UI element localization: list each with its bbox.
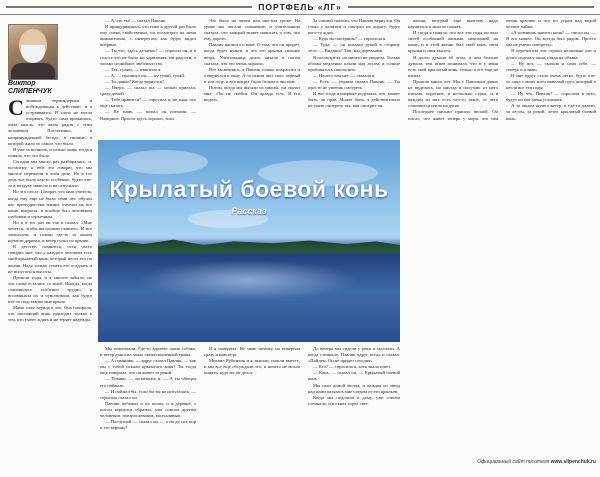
text-column-1 — [8, 98, 92, 462]
paragraph: Но и в тот раз он так и сказал: «Мне хочется, чтобы вы поняли главное». И все замолчали, и только где-то за окном шумели деревья, и ветер гулял по крыше. — [8, 219, 92, 244]
paragraph: А за окном шумел ветер, и где-то далеко, за лесом, за рекой, летел крылатый боевой конь. — [506, 103, 596, 121]
paragraph: — Так, гуляю, — ответила я. — [105, 66, 162, 72]
story-title: Крылатый боевой конь — [109, 176, 389, 202]
footer-credit — [430, 459, 596, 466]
paragraph: И тогда я поняла, что все эти годы он жил своей особенной жизнью, непохожей на нашу, и в этой жизни был свой конь, свои крылья и своя высота. — [408, 30, 498, 54]
paragraph: Все засмеялись, а Павлик только покраснел и отвернулся к окну. А за окном шел снег, первый в том году, и все вокруг было белым и чистым. — [204, 66, 300, 84]
paragraph: — Ничего там нет, — сказала я. — [313, 72, 376, 78]
paragraph: «А помнишь нашего коня? — писал он. — Я его нашел. Он всегда был рядом. Просто мы не умели смотреть». — [506, 30, 596, 48]
text-column-3-lower — [204, 346, 300, 464]
footer-label: Официальный сайт писателя — [477, 459, 550, 465]
paragraph: Павлик побывал и на полях, и в деревне, а потом вернулся обратно, уже совсем другим человеком, повзрослевшим, молчаливым. — [100, 400, 196, 419]
paragraph: Но это после. Говорят, что наш учитель, когда ему еще не было семи лет, обучал нас премудростям жизни, отвечал на все наши вопросы, и вообще был человеком глубоким и серьезным. — [8, 189, 92, 219]
paragraph: — Есть, — упрямо сказал Павлик. — Ты просто не умеешь смотреть. — [308, 78, 400, 91]
footer-site-link[interactable]: www.slipenchuk.ru — [550, 459, 596, 465]
paragraph: Прошли годы, и я многое забыла, но эти слова остались со мной. Иногда, когда становилось особенно трудно, я вспоминала их и чувствовала, как будто кто-то подставлял мне крыло. — [8, 274, 92, 305]
paragraph: — Кто? — спросила я, хотя знала ответ. — [313, 364, 392, 370]
text-column-2 — [100, 18, 196, 136]
section-header — [0, 0, 600, 15]
text-column-3 — [204, 18, 300, 136]
drop-cap: С — [8, 98, 24, 120]
paragraph: — Ты что, здесь делаешь? — спросил он, и в голосе его не было ни удивления, ни радости, а только спокойное любопытство. — [100, 48, 196, 66]
paragraph: — А, — протянул он, — ну гуляй, гуляй. — [105, 72, 185, 78]
story-genre: Рассказ — [231, 206, 267, 216]
paragraph: — Куда ты смотришь? — спросила я. — [313, 36, 387, 42]
paragraph: Последнее письмо пришло весной. Он писал, что живет теперь у моря, что там очень красиво и что по утрам над водой летают чайки. — [408, 18, 596, 121]
paragraph: Мы шли домой молча, и каждая из звезд над нами казалась мне следом от его крыльев. — [308, 382, 400, 394]
text-column-4 — [308, 18, 400, 136]
paragraph: Я долго думала об этом, и чем больше думала, тем яснее понимала, что и у меня есть свой крылатый конь, только я его еще не нашла. — [408, 54, 498, 78]
water-reflection — [138, 260, 358, 300]
paragraph: Прошло много лет. Мы с Павликом давно не виделись, но иногда я получаю от него письма, короткие, в несколько строк, и в каждом из них есть что-то такое, от чего становится тепло на душе. — [408, 78, 498, 109]
text-column-5 — [408, 18, 596, 456]
paragraph: — Ну вот, — сказала я сама себе, — теперь и я знаю. — [506, 60, 596, 72]
paragraph: И прищурившись, что тоже в другой раз было ему очень свойственно, он посмотрел на меня внимательно, с интересом, как будто видел впервые. — [100, 24, 196, 48]
paragraph: И мне вдруг стало очень легко, будто кто-то снял с моих плеч тяжелый груз, который я несла все эти годы. — [506, 72, 596, 91]
paragraph: — Послушай, — сказал он, — а ты до сих пор в это веришь? — [100, 419, 196, 431]
paragraph: Потом, когда мы вышли из школы, он сказал мне: «Ты не смейся. Он правда есть. Я его видел». — [204, 85, 300, 103]
author-photo — [8, 24, 58, 80]
paragraph: Михаил Рубинчик и я, вышли, пошли вместе, и мы все еще обсуждали это, и ничего не могли понять, куда же он делся. — [204, 358, 300, 376]
paragraph: Мы помолчали. Где-то вдалеке лаяла собака, и ветер доносил запах свежескошенной травы. — [100, 346, 196, 358]
paragraph: Я уже за полночь, и только лишь тогда я поняла, что это было. — [8, 146, 92, 158]
paragraph: Я посмотрела, но ничего не увидела. Только облака медленно плыли над лесом, и солнце пробивалось сквозь них. — [308, 54, 400, 72]
paragraph: — И поймал бы, если бы ты не испугалась, — серьезно сказал он. — [100, 388, 196, 400]
header-rule-right — [348, 6, 594, 8]
author-name: Виктор СЛИПЕНЧУК — [8, 80, 52, 95]
paragraph: — Не знаю, — пожал он плечами. — Наверное. Просто здесь хорошо, тихо. — [100, 109, 196, 121]
story-banner — [98, 140, 400, 342]
paragraph: — Вчера, — сказал он, — ночью приехал, сразу домой. — [100, 85, 196, 97]
paragraph: В детстве, помнится, отец часто говорил мне, что у каждого человека есть свой крылатый конь, который несет его по жизни. Надо только суметь его оседлать и не испугаться высоты. — [8, 244, 92, 274]
paragraph: Слишком термоядерная и побуждающая к действию, и я устраиваюсь. И глаза не могла оторвать, будто сама прожилась, пила мысль, что жила рядом с этим человеком. Постепенно, в непринужденной беседе, в тишине, в которой жило то самое, что было. — [8, 98, 92, 146]
paragraph: жизни, который ещё многому надо научиться и многое понять. — [408, 18, 498, 30]
paragraph: Когда мы подошли к дому, уже совсем стемнело, и в окнах горел свет. — [308, 394, 400, 406]
paragraph: И я поверила. Не знаю почему, но поверила сразу и навсегда. — [204, 346, 300, 358]
paragraph: Это было на пятом или шестом уроке. На уроке мы писали сочинение, и учительница сказала, что каждый может написать о том, что ему дорого. — [204, 18, 300, 42]
paragraph: До вечера мы сидели у реки и молчали. А когда стемнело, Павлик вдруг встал и сказал: «Пойдем. Он не придет сегодня». — [308, 346, 400, 364]
paragraph: Мама тоже верила в это. Она говорила, что настоящий конь приходит только к тем, кто умеет ждать и не теряет надежды. — [8, 305, 92, 323]
section-title: ПОРТФЕЛЬ «ЛГ» — [258, 2, 342, 12]
text-column-4-lower — [308, 346, 400, 464]
paragraph: — А помнишь, — вдруг сказал Павлик, — как мы с тобой искали крылатого коня? Ты тогда еще говорила, что он живет за рекой. — [100, 358, 196, 376]
paragraph: — Помню, — засмеялась я. — А ты обещал его поймать. — [100, 376, 196, 388]
paragraph: — Туда, — он показал рукой в сторону леса. — Видишь? Там, над деревьями. — [308, 42, 400, 54]
paragraph: — Ну что, Павлик? — спросила я тихо, будто он мог меня услышать. — [506, 91, 596, 103]
paragraph: И вот тогда я впервые подумала, что, может быть, он прав. Может быть, я действительно не умею смотреть так, как смотрит он. — [308, 91, 400, 109]
paragraph: — Тебе нравится? — спросила я, не зная, что еще сказать. — [100, 97, 196, 109]
paragraph: — А, это ты! — сказал Павлик. — [105, 18, 167, 23]
paragraph: — Ты давно? Когда вернулся? — [105, 78, 164, 84]
paragraph: Павлик написал о коне. О том, что он придет, когда будет нужен, и что его крылья сильнее ветра. Учительница долго читала и потом сказала, что это очень хорошо. — [204, 42, 300, 66]
paragraph: Я перечитала эти строки несколько раз и долго сидела у окна, глядя на облака. — [506, 48, 596, 60]
text-column-2-lower — [100, 346, 196, 464]
paragraph: — Конь, — сказал он. — Крылатый боевой конь. — [308, 370, 400, 382]
paragraph: Сегодня мы много раз разбирались, и, по-моему, я тебе это говорю, что мы многое пережили в этом деле. Но в тот день все было как-то особенно, будто что-то в воздухе зависло и не отпускало. — [8, 158, 92, 189]
paragraph: За спиной сказали, что Павлик вернулся. Он стоял у калитки и смотрел на дорогу, будто кого-то ждал. — [308, 18, 400, 36]
header-rule-left — [6, 6, 252, 8]
treeline — [98, 236, 400, 254]
